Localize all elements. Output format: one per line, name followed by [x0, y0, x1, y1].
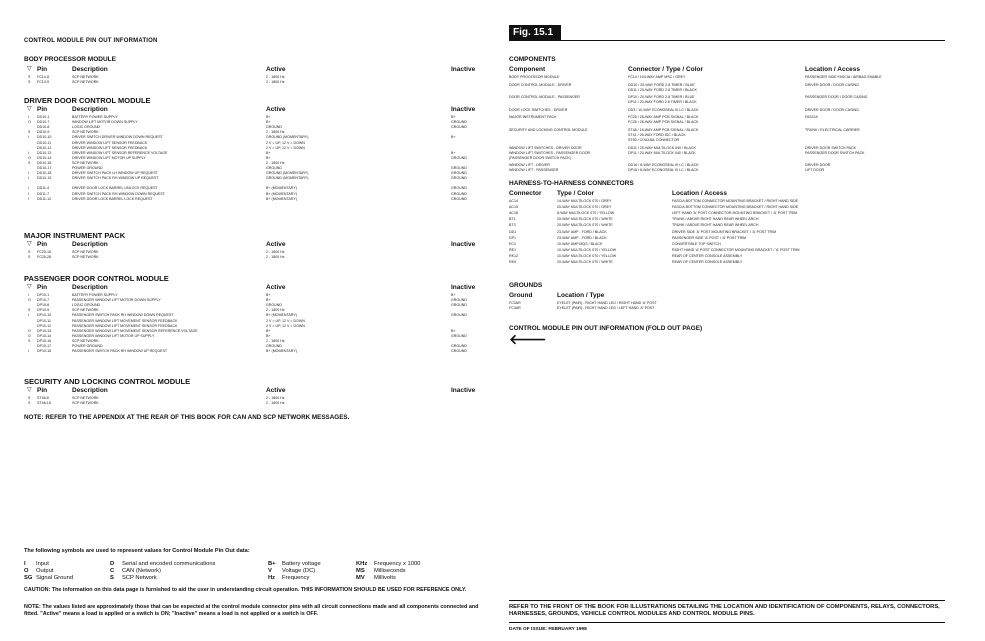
symbol-code: MV — [356, 575, 365, 581]
column-header-connector: Connector / Type / Color — [628, 66, 703, 73]
caution-text: CAUTION: The information on this data page is furnished to aid the user in understanding circuit operation. THIS INFORMATION SHOULD BE USED FOR REFERENCE ONLY. — [24, 587, 467, 593]
cell-active: GROUND — [266, 303, 282, 308]
cell-location: LEFT HAND 'A' POST CONNECTOR MOUNTING BRACKET / 'A' POST TRIM — [672, 211, 798, 216]
cell-pin: DD10-18 — [37, 171, 52, 176]
cell-description: DRIVER SWITCH PACK LH WINDOW UP REQUEST — [72, 171, 158, 176]
cell-connector: ST48 / 18-WAY AMP PCB SIGNAL / BLACK — [628, 128, 699, 132]
cell-location: TRUNK / ABOVE RIGHT HAND REAR WHEEL ARCH — [672, 223, 759, 228]
cell-active: GROUND — [266, 344, 282, 348]
triangle-icon: ▽ — [27, 106, 32, 112]
cell-code: O — [28, 155, 31, 160]
cell-active: B+ — [266, 328, 271, 333]
cell-pin: DP10-9 — [37, 308, 50, 313]
cell-active: 2 - 1800 Hz — [266, 255, 285, 260]
section-title: BODY PROCESSOR MODULE — [24, 56, 116, 63]
cell-location: PASSENGER DOOR / DOOR CASING — [805, 95, 868, 100]
cell-pin: DD10-17 — [37, 166, 52, 170]
cell-pin: DD10-8 — [37, 125, 50, 130]
cell-code: I — [28, 171, 29, 176]
cell-inactive: GROUND — [451, 120, 467, 125]
cell-pin: ST48-18 — [37, 401, 51, 406]
cell-active: GROUND (MOMENTARY) — [266, 135, 309, 140]
appendix-note: NOTE: REFER TO THE APPENDIX AT THE REAR OF THIS BOOK FOR CAN AND SCP NETWORK MESSAGES. — [24, 414, 350, 421]
cell-active: B+ — [266, 298, 271, 303]
cell-description: DRIVER WINDOW LIFT SENSOR REFERENCE VOLTAGE — [72, 150, 168, 155]
cell-inactive: GROUND — [451, 155, 467, 160]
cell-active: 2 V = UP, 12 V = DOWN — [266, 323, 305, 328]
symbol-meaning: Frequency — [282, 575, 310, 581]
cell-inactive: B+ — [451, 150, 456, 155]
column-header-description: Description — [72, 387, 108, 394]
cell-inactive: GROUND — [451, 176, 467, 181]
cell-pin: DD10-19 — [37, 176, 52, 181]
cell-location: PASSENGER DOOR SWITCH PACK — [805, 150, 865, 155]
cell-active: 2 - 1800 Hz — [266, 250, 285, 254]
triangle-icon: ▽ — [27, 387, 32, 393]
cell-active: 2 - 1800 Hz — [266, 80, 285, 85]
column-header-description: Description — [72, 284, 108, 291]
cell-type: 10-WAY AMP MQS / BLACK — [557, 241, 603, 246]
symbol-meaning: CAN (Network) — [122, 568, 161, 574]
cell-description: PASSENGER WINDOW LIFT MOTOR UP SUPPLY — [72, 333, 155, 338]
cell-code: S — [28, 396, 31, 400]
symbol-code: B+ — [268, 561, 276, 567]
cell-description: WINDOW LIFT MOTOR DOWN SUPPLY — [72, 120, 138, 125]
cell-connector: DD11 / 20-WAY MULTILOCK 040 / BLACK — [628, 145, 696, 150]
cell-active: 2 - 1800 Hz — [266, 130, 285, 135]
symbol-code: MS — [356, 568, 365, 574]
cell-description: POWER GROUND — [72, 166, 103, 170]
cell-pin: DP10-11 — [37, 318, 51, 323]
cell-description: PASSENGER SWITCH PACK RH WINDOW UP REQUEST — [72, 349, 168, 354]
cell-description: DRIVER DOOR LOCK BARREL UNLOCK REQUEST — [72, 186, 158, 191]
cell-pin: DP10-13 — [37, 328, 52, 333]
cell-pin: DD10-11 — [37, 140, 52, 145]
cell-code: I — [28, 135, 29, 140]
cell-connector: DP11 / 20-WAY MULTILOCK 040 / BLACK — [628, 150, 696, 155]
cell-description: DRIVER DOOR LOCK BARREL LOCK REQUEST — [72, 196, 153, 201]
cell-pin: DD10-14 — [37, 155, 52, 160]
column-header-pin: Pin — [37, 241, 48, 248]
cell-location: TRUNK / ABOVE RIGHT HAND REAR WHEEL ARCH — [672, 217, 759, 222]
cell-location: DRIVER DOOR / DOOR CASING — [805, 107, 859, 112]
cell-connector: AC16 — [509, 211, 518, 216]
cell-description: PASSENGER WINDOW LIFT MOVEMENT SENSOR FEEDBACK — [72, 323, 178, 328]
cell-pin: DD10-9 — [37, 130, 50, 135]
cell-pin: DD10-16 — [37, 160, 52, 165]
section-title: MAJOR INSTRUMENT PACK — [24, 231, 126, 240]
symbol-meaning: Battery voltage — [282, 561, 321, 567]
grounds-title: GROUNDS — [509, 282, 543, 289]
cell-description: BATTERY POWER SUPPLY — [72, 293, 118, 297]
cell-inactive: GROUND — [451, 313, 467, 318]
header-rule — [561, 40, 945, 41]
cell-connector: DD10 / 20-WAY FORD 2.8 TIMER / BLUE — [628, 82, 695, 87]
cell-code: S — [28, 75, 31, 79]
cell-pin: DP10-7 — [37, 298, 50, 303]
cell-type: 23-WAY AMP - FORD / BLACK — [557, 235, 607, 240]
cell-pin: DD11-4 — [37, 186, 50, 191]
cell-location: PASSENGER SIDE FASCIA / AIRBAG ENABLE — [805, 75, 882, 79]
cell-inactive: GROUND — [451, 171, 467, 176]
cell-pin: DP10-17 — [37, 344, 52, 348]
cell-component: WINDOW LIFT - PASSENGER — [509, 168, 559, 173]
cell-code: O — [28, 328, 31, 333]
cell-pin: DP10-14 — [37, 333, 52, 338]
cell-description: DRIVER WINDOW LIFT SENSOR FEEDBACK — [72, 140, 148, 145]
symbol-code: O — [24, 568, 29, 574]
cell-component: WINDOW LIFT SWITCHES - PASSENGER DOOR — [509, 150, 591, 155]
symbol-code: I — [24, 561, 26, 567]
values-note: NOTE: The values listed are approximately those that can be expected at the control module connector pins with all circuit connections made and all components connected and fitted. "Active" means a load is applied or a switch is ON; "Inactive" means a load is not applied or a switch is OFF. — [24, 604, 479, 617]
cell-inactive: B+ — [451, 293, 456, 297]
symbol-meaning: Input — [36, 561, 49, 567]
cell-connector: FC26 / 28-WAY AMP PCB SIGNAL / BLACK — [628, 120, 699, 125]
cell-active: B+ — [266, 115, 271, 119]
cell-description: LOGIC GROUND — [72, 125, 101, 130]
cell-active: GROUND — [266, 125, 282, 130]
cell-code: I — [28, 150, 29, 155]
cell-component: WINDOW LIFT SWITCHES - DRIVER DOOR — [509, 145, 582, 150]
cell-pin: DP10-18 — [37, 349, 52, 354]
cell-location: EYELET (PAIR) - RIGHT HAND LEG / LEFT HAND 'A' POST — [557, 306, 655, 311]
cell-code: I — [28, 115, 29, 119]
cell-active: 2 - 1800 Hz — [266, 75, 285, 79]
symbol-meaning: Output — [36, 568, 54, 574]
cell-active: B+ — [266, 120, 271, 125]
page-title: CONTROL MODULE PIN OUT INFORMATION — [24, 38, 158, 44]
cell-inactive: GROUND — [451, 125, 467, 130]
cell-pin: DD11-7 — [37, 191, 50, 196]
cell-pin: FC14-9 — [37, 80, 49, 85]
symbol-meaning: SCP Network — [122, 575, 157, 581]
cell-pin: FC25-18 — [37, 250, 51, 254]
components-title: COMPONENTS — [509, 56, 556, 63]
foldout-title: CONTROL MODULE PIN OUT INFORMATION (FOLD OUT PAGE) — [509, 325, 703, 332]
cell-pin: FC14-8 — [37, 75, 49, 79]
cell-inactive: GROUND — [451, 333, 467, 338]
column-header-active: Active — [266, 106, 286, 113]
cell-location: CONVERTIBLE TOP SWITCH — [672, 241, 721, 246]
cell-type: 23-WAY AMP - FORD / BLACK — [557, 229, 607, 234]
cell-description: PASSENGER WINDOW LIFT MOVEMENT SENSOR REFERENCE VOLTAGE — [72, 328, 198, 333]
cell-active: B+ (MOMENTARY) — [266, 349, 297, 354]
cell-connector: AC14 — [509, 199, 518, 203]
cell-active: B+ — [266, 150, 271, 155]
cell-description: BATTERY POWER SUPPLY — [72, 115, 118, 119]
cell-pin: DD10-12 — [37, 145, 52, 150]
cell-ground: FC3AR — [509, 306, 521, 311]
symbol-meaning: Signal Ground — [36, 575, 74, 581]
cell-code: S — [28, 160, 31, 165]
symbol-meaning: Frequency x 1000 — [374, 561, 421, 567]
cell-code: S — [28, 250, 31, 254]
cell-location: FASCIA — [805, 115, 818, 120]
symbols-intro: The following symbols are used to represent values for Control Module Pin Out data: — [24, 548, 250, 554]
cell-pin: DP10-12 — [37, 323, 52, 328]
cell-component: DOOR LOCK SWITCHES - DRIVER — [509, 107, 568, 112]
cell-type: 20-WAY MULTILOCK 070 / WHITE — [557, 260, 613, 264]
cell-pin: DD10-10 — [37, 135, 52, 140]
cell-description: DRIVER SWITCH PACK RH WINDOW DOWN REQUEST — [72, 191, 165, 196]
cell-location: DRIVER DOOR SWITCH PACK — [805, 145, 857, 150]
cell-pin: DP10-1 — [37, 293, 50, 297]
cell-component: SECURITY AND LOCKING CONTROL MODULE — [509, 128, 588, 132]
cell-active: GROUND — [266, 166, 282, 170]
cell-description: SCP NETWORK — [72, 338, 99, 343]
cell-connector: RK9 — [509, 260, 516, 264]
cell-active: 2 - 1800 Hz — [266, 396, 285, 400]
cell-location: FASCIA BOTTOM CONNECTOR MOUNTING BRACKET / RIGHT HAND SIDE — [672, 205, 799, 210]
cell-code: I — [28, 313, 29, 318]
symbol-code: KHz — [356, 561, 368, 567]
cell-active: B+ (MOMENTARY) — [266, 313, 297, 318]
cell-type: 10-WAY MULTILOCK 070 / YELLOW — [557, 253, 617, 258]
cell-description: SCP NETWORK — [72, 160, 99, 165]
cell-connector: DP16 / 6-WAY ECONOSEAL III LC / BLACK — [628, 168, 699, 173]
cell-code: S — [28, 80, 31, 85]
column-header-inactive: Inactive — [451, 106, 476, 113]
triangle-icon: ▽ — [27, 66, 32, 72]
cell-description: SCP NETWORK — [72, 255, 99, 260]
column-header-inactive: Inactive — [451, 284, 476, 291]
cell-inactive: B+ — [451, 328, 456, 333]
column-header-pin: Pin — [37, 284, 48, 291]
cell-description: SCP NETWORK — [72, 396, 99, 400]
cell-location: PASSENGER SIDE 'A' POST / 'A' POST TRIM — [672, 235, 747, 240]
cell-component: DOOR CONTROL MODULE - DRIVER — [509, 82, 572, 87]
cell-code: S — [28, 130, 31, 135]
column-header-description: Description — [72, 66, 108, 73]
cell-code: I — [28, 196, 29, 201]
cell-code: O — [28, 298, 31, 303]
cell-code: S — [28, 401, 31, 406]
symbol-meaning: Milliseconds — [374, 568, 406, 574]
cell-code: O — [28, 333, 31, 338]
column-header-pin: Pin — [37, 66, 48, 73]
cell-active: B+ — [266, 155, 271, 160]
symbol-code: SG — [24, 575, 33, 581]
cell-location: LIFT DOOR — [805, 168, 825, 173]
cell-active: GROUND (MOMENTARY) — [266, 171, 309, 176]
cell-connector: RE1 — [509, 247, 516, 252]
cell-location: DRIVER SIDE 'A' POST MOUNTING BRACKET / 'A' POST TRIM — [672, 229, 777, 234]
cell-type: 8-WAY MULTILOCK 070 / YELLOW — [557, 211, 615, 216]
cell-inactive: GROUND — [451, 196, 467, 201]
column-header-type: Type / Color — [557, 190, 595, 197]
cell-description: SCP NETWORK — [72, 401, 99, 406]
cell-pin: DP10-10 — [37, 313, 52, 318]
symbol-meaning: Serial and encoded communications — [122, 561, 216, 567]
column-header-location: Location / Type — [557, 292, 605, 299]
cell-active: 2 V = UP, 12 V = DOWN — [266, 145, 305, 150]
cell-active: B+ (MOMENTARY) — [266, 196, 297, 201]
arrow-left-icon: 🡐 — [509, 331, 547, 347]
cell-type: 20-WAY MULTILOCK 070 / WHITE — [557, 223, 613, 228]
cell-description: DRIVER SWITCH DRIVER WINDOW DOWN REQUEST — [72, 135, 163, 140]
cell-component: BODY PROCESSOR MODULE — [509, 75, 560, 79]
cell-connector: DD16 / 6-WAY ECONOSEAL III LC / BLACK — [628, 163, 699, 168]
section-title: SECURITY AND LOCKING CONTROL MODULE — [24, 377, 191, 386]
cell-connector: DD11 / 20-WAY FORD 2.8 TIMER / BLACK — [628, 87, 697, 92]
cell-location: TRUNK / ELECTRICAL CARRIER — [805, 128, 860, 132]
cell-description: PASSENGER SWITCH PACK RH WINDOW DOWN REQUEST — [72, 313, 174, 318]
cell-type: 20-WAY MULTILOCK 070 / GREY — [557, 205, 612, 210]
symbol-code: Hz — [268, 575, 276, 581]
column-header-inactive: Inactive — [451, 387, 476, 394]
cell-pin: DP10-16 — [37, 338, 52, 343]
cell-pin: DD11-12 — [37, 196, 52, 201]
cell-connector: FC14 / 104-WAY AMP MSC / GREY — [628, 75, 686, 79]
cell-description: SCP NETWORK — [72, 80, 99, 85]
column-header-active: Active — [266, 241, 286, 248]
section-title: PASSENGER DOOR CONTROL MODULE — [24, 274, 169, 283]
issue-date: DATE OF ISSUE: FEBRUARY 1998 — [509, 627, 587, 632]
cell-code: I — [28, 191, 29, 196]
cell-code: S — [28, 308, 31, 313]
cell-connector: ST41 / 26-WAY FORD IDC / BLACK — [628, 133, 686, 137]
refer-front-note: REFER TO THE FRONT OF THE BOOK FOR ILLUSTRATIONS DETAILING THE LOCATION AND IDENTIFICATION OF COMPONENTS, RELAYS, CONNECTORS, HARNESSES, GROUNDS, VEHICLE CONTROL MODULES AND CONTROL MODULE PINS. — [509, 604, 940, 617]
cell-type: 20-WAY MULTILOCK 070 / WHITE — [557, 217, 613, 222]
cell-inactive: GROUND — [451, 186, 467, 191]
cell-code: I — [28, 293, 29, 297]
cell-description: DRIVER SWITCH PACK RH WINDOW UP REQUEST — [72, 176, 159, 181]
cell-component: WINDOW LIFT - DRIVER — [509, 163, 550, 168]
triangle-icon: ▽ — [27, 241, 32, 247]
cell-ground: FC3AR — [509, 301, 521, 305]
cell-code: S — [28, 338, 31, 343]
column-header-active: Active — [266, 66, 286, 73]
cell-active: B+ — [266, 293, 271, 297]
cell-active: GROUND (MOMENTARY) — [266, 176, 309, 181]
symbol-code: C — [110, 568, 115, 574]
cell-pin: FC25-28 — [37, 255, 51, 260]
cell-pin: ST48-8 — [37, 396, 49, 400]
symbol-meaning: Voltage (DC) — [282, 568, 316, 574]
cell-code: S — [28, 255, 31, 260]
symbol-code: D — [110, 561, 115, 567]
cell-description: SCP NETWORK — [72, 75, 99, 79]
column-header-description: Description — [72, 106, 108, 113]
cell-active: 2 - 1800 Hz — [266, 401, 285, 406]
cell-location: RIGHT HAND 'A' POST CONNECTOR MOUNTING BRACKET / 'A' POST TRIM — [672, 247, 800, 252]
cell-description: LOGIC GROUND — [72, 303, 101, 308]
cell-type: 14-WAY MULTILOCK 070 / GREY — [557, 199, 612, 203]
cell-code: I — [28, 186, 29, 191]
column-header-description: Description — [72, 241, 108, 248]
cell-description: DRIVER WINDOW LIFT MOTOR UP SUPPLY — [72, 155, 146, 160]
column-header-location: Location / Access — [805, 66, 861, 73]
footer-rule — [509, 600, 945, 601]
cell-description: SCP NETWORK — [72, 250, 99, 254]
cell-location: FASCIA BOTTOM CONNECTOR MOUNTING BRACKET / RIGHT HAND SIDE — [672, 199, 799, 203]
cell-active: B+ (MOMENTARY) — [266, 186, 297, 191]
cell-location: REAR OF CENTER CONSOLE ASSEMBLY — [672, 253, 743, 258]
cell-pin: DD10-1 — [37, 115, 50, 119]
symbol-meaning: Millivolts — [374, 575, 396, 581]
cell-connector: AC15 — [509, 205, 518, 210]
cell-connector: DP11 / 20-WAY FORD 2.8 TIMER / BLACK — [628, 100, 697, 105]
cell-location: DRIVER DOOR / DOOR CASING — [805, 82, 859, 87]
cell-code: I — [28, 176, 29, 181]
cell-component: (PASSENGER DOOR SWITCH PACK) — [509, 155, 571, 160]
cell-inactive: GROUND — [451, 349, 467, 354]
harness-title: HARNESS-TO-HARNESS CONNECTORS — [509, 180, 634, 187]
column-header-ground: Ground — [509, 292, 533, 299]
symbol-code: S — [110, 575, 114, 581]
column-header-active: Active — [266, 284, 286, 291]
cell-inactive: B+ — [451, 135, 456, 140]
cell-connector: FC25 / 28-WAY AMP PCB SIGNAL / BLACK — [628, 115, 699, 120]
cell-component: MAJOR INSTRUMENT PACK — [509, 115, 557, 120]
cell-description: SCP NETWORK — [72, 308, 99, 313]
cell-connector: DP10 / 20-WAY FORD 2.8 TIMER / BLUE — [628, 95, 695, 100]
cell-pin: DD10-13 — [37, 150, 52, 155]
column-header-inactive: Inactive — [451, 66, 476, 73]
cell-active: B+ (MOMENTARY) — [266, 191, 297, 196]
cell-connector: DD1 — [509, 229, 517, 234]
column-header-pin: Pin — [37, 106, 48, 113]
column-header-connector: Connector — [509, 190, 542, 197]
cell-inactive: GROUND — [451, 298, 467, 303]
cell-connector: RK12 — [509, 253, 518, 258]
cell-inactive: GROUND — [451, 191, 467, 196]
cell-description: DRIVER WINDOW LIFT SENSOR FEEDBACK — [72, 145, 148, 150]
cell-active: 2 - 1800 Hz — [266, 338, 285, 343]
column-header-pin: Pin — [37, 387, 48, 394]
footer-rule-2 — [509, 622, 945, 623]
cell-inactive: GROUND — [451, 344, 467, 348]
cell-location: EYELET (PAIR) - RIGHT HAND LEG / RIGHT HAND 'A' POST — [557, 301, 657, 305]
column-header-active: Active — [266, 387, 286, 394]
column-header-inactive: Inactive — [451, 241, 476, 248]
figure-label: Fig. 15.1 — [509, 25, 561, 41]
symbol-code: V — [268, 568, 272, 574]
cell-code: I — [28, 349, 29, 354]
column-header-component: Component — [509, 66, 546, 73]
cell-component: DOOR CONTROL MODULE - PASSENGER — [509, 95, 580, 100]
cell-connector: BT3 — [509, 223, 516, 228]
cell-connector: BT1 — [509, 217, 516, 222]
triangle-icon: ▽ — [27, 284, 32, 290]
cell-inactive: GROUND — [451, 303, 467, 308]
cell-description: SCP NETWORK — [72, 130, 99, 135]
section-title: DRIVER DOOR CONTROL MODULE — [24, 96, 151, 105]
cell-inactive: GROUND — [451, 166, 467, 170]
cell-active: 2 V = UP, 12 V = DOWN — [266, 140, 305, 145]
cell-connector: DD3 / 10-WAY ECONOSEAL III LC / BLACK — [628, 107, 699, 112]
cell-inactive: B+ — [451, 115, 456, 119]
cell-connector: EC2 — [509, 241, 516, 246]
cell-description: PASSENGER WINDOW LIFT MOVEMENT SENSOR FEEDBACK — [72, 318, 178, 323]
cell-active: B+ — [266, 333, 271, 338]
cell-connector: ST50 / COAXIAL CONNECTOR — [628, 138, 680, 142]
cell-location: REAR OF CENTER CONSOLE ASSEMBLY — [672, 260, 743, 264]
cell-pin: DP10-8 — [37, 303, 50, 308]
cell-active: 2 V = UP, 12 V = DOWN — [266, 318, 305, 323]
cell-description: POWER GROUND — [72, 344, 103, 348]
cell-pin: DD10-7 — [37, 120, 50, 125]
cell-location: DRIVER DOOR — [805, 163, 831, 168]
cell-active: 2 - 1800 Hz — [266, 308, 285, 313]
cell-description: PASSENGER WINDOW LIFT MOTOR DOWN SUPPLY — [72, 298, 161, 303]
cell-active: 2 - 1800 Hz — [266, 160, 285, 165]
cell-type: 10-WAY MULTILOCK 070 / YELLOW — [557, 247, 617, 252]
cell-connector: DP1 — [509, 235, 516, 240]
cell-code: O — [28, 120, 31, 125]
column-header-location: Location / Access — [672, 190, 728, 197]
